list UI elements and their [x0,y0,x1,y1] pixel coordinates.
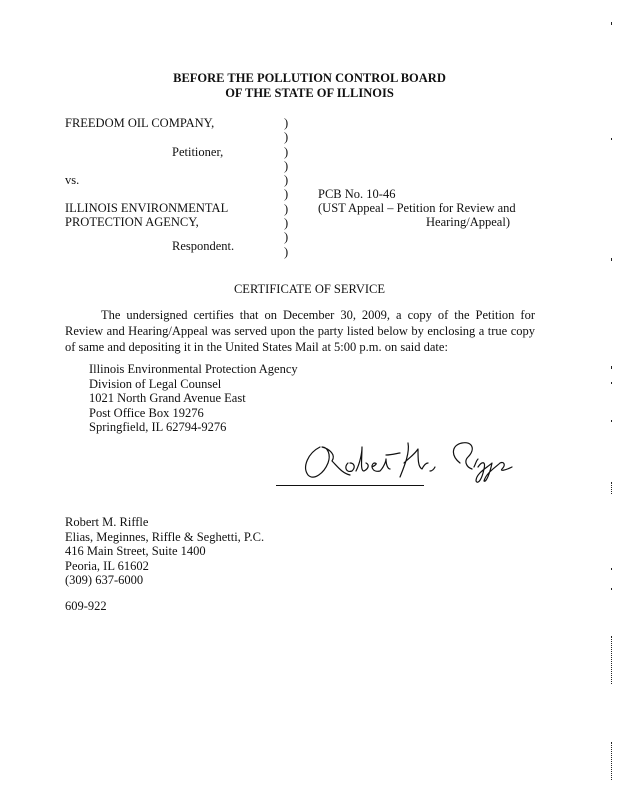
caption-parentheses [284,116,288,259]
scan-mark [611,482,613,494]
caption-paren: ) [284,144,289,159]
petitioner-role: Petitioner, [172,145,224,159]
certificate-body: The undersigned certifies that on December 30, 2009, a copy of the Petition for Review and Hearing/Appeal was served upon the party listed below by enclosing a true copy of same and depositing it in the United States Mail at 5:00 p.m. on said date: [65,308,535,354]
signer-firm: Elias, Meginnes, Riffle & Seghetti, P.C. [65,529,265,544]
handwritten-signature [300,433,535,492]
caption-paren: ) [284,201,289,216]
caption-paren: ) [284,216,289,231]
scan-mark [611,420,612,422]
caption-paren: ) [284,173,289,188]
respondent-name-line2: PROTECTION AGENCY, [65,215,199,229]
scan-mark [611,568,612,570]
caption-paren: ) [284,230,289,245]
scan-mark [611,22,612,25]
signer-name: Robert M. Riffle [65,515,149,529]
scan-mark [611,588,612,590]
board-heading-line1: BEFORE THE POLLUTION CONTROL BOARD [173,71,446,85]
signer-street: 416 Main Street, Suite 1400 [65,544,206,559]
respondent-name-line1: ILLINOIS ENVIRONMENTAL [65,201,229,215]
case-number: PCB No. 10-46 [318,187,396,201]
file-number: 609-922 [65,599,107,613]
signer-city: Peoria, IL 61602 [65,558,149,573]
scan-mark [611,258,612,261]
service-address [89,362,298,435]
caption-paren: ) [284,116,289,130]
board-heading-line2: OF THE STATE OF ILLINOIS [225,86,394,100]
address-line: Springfield, IL 62794-9276 [89,420,227,435]
signer-block [65,515,264,588]
case-type-line1: (UST Appeal – Petition for Review and [318,201,516,215]
address-line: Illinois Environmental Protection Agency [89,362,298,376]
case-type-line2: Hearing/Appeal) [426,215,510,229]
signature-icon [300,433,535,488]
scan-mark [611,366,612,369]
scan-mark [611,382,612,384]
respondent-role: Respondent. [172,239,235,253]
caption-paren: ) [284,130,289,145]
address-line: Post Office Box 19276 [89,405,204,420]
scan-mark [611,742,613,780]
address-line: 1021 North Grand Avenue East [89,391,246,406]
versus-label: vs. [65,173,80,187]
caption-paren: ) [284,158,289,173]
caption-paren: ) [284,244,289,259]
signer-phone: (309) 637-6000 [65,573,144,588]
certificate-title: CERTIFICATE OF SERVICE [233,282,386,296]
scan-mark [611,138,612,140]
address-line: Division of Legal Counsel [89,376,222,391]
signature-line [276,485,424,486]
petitioner-name: FREEDOM OIL COMPANY, [65,116,215,130]
scan-mark [611,636,613,684]
caption-paren: ) [284,187,289,202]
